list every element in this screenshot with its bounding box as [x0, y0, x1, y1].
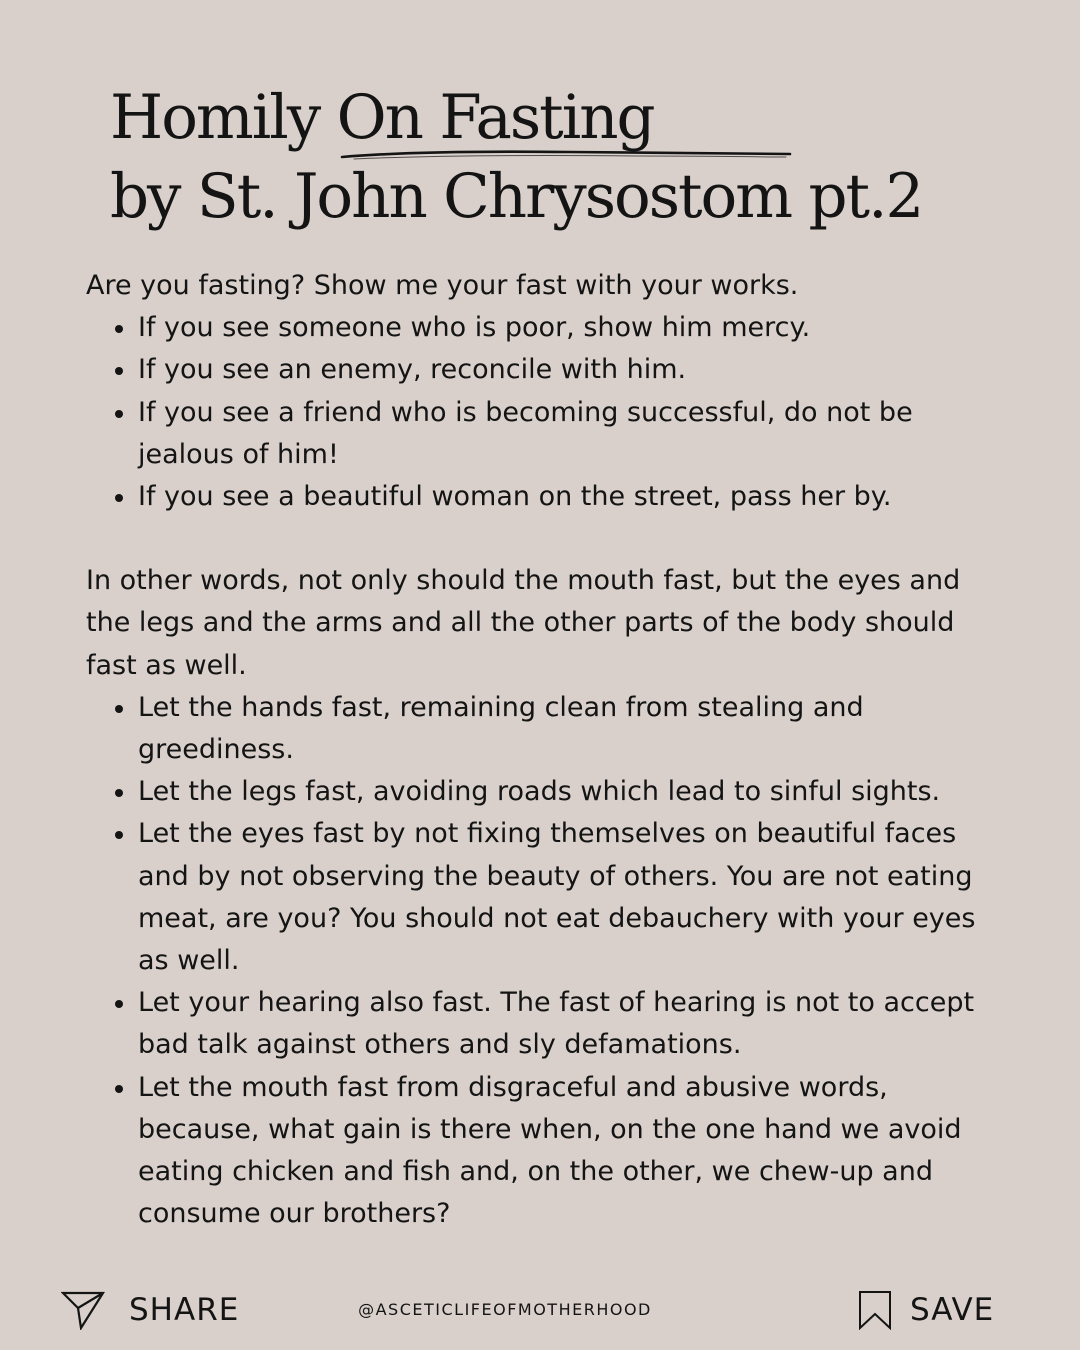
title-line-1: Homily On Fasting — [110, 82, 654, 153]
list-item: Let the hands fast, remaining clean from stealing and greediness. — [86, 687, 1001, 771]
list-item: If you see an enemy, reconcile with him. — [86, 349, 1001, 391]
bookmark-icon — [858, 1290, 892, 1330]
brush-underline — [340, 148, 792, 162]
account-handle: @ASCETICLIFEOFMOTHERHOOD — [358, 1300, 652, 1319]
list-item: Let the eyes fast by not fixing themselves on beautiful faces and by not observing the beauty of others. You are not eating meat, are you? You should not eat debauchery with your eyes as well. — [86, 813, 1001, 982]
title-line-2: by St. John Chrysostom pt.2 — [110, 161, 923, 232]
works-list — [86, 307, 1001, 518]
list-item: If you see someone who is poor, show him mercy. — [86, 307, 1001, 349]
body-paragraph: In other words, not only should the mouth fast, but the eyes and the legs and the arms and all the other parts of the body should fast as well. — [86, 565, 961, 681]
homily-text — [86, 265, 1001, 1235]
list-item: If you see a beautiful woman on the street, pass her by. — [86, 476, 1001, 518]
save-button[interactable] — [858, 1290, 994, 1330]
list-item: Let the mouth fast from disgraceful and abusive words, because, what gain is there when, on the one hand we avoid eating chicken and fish and, on the other, we chew-up and consume our brothers? — [86, 1067, 1001, 1236]
body-fasting-list — [86, 687, 1001, 1236]
paragraph-spacer — [86, 518, 1001, 560]
save-label: SAVE — [910, 1292, 995, 1328]
intro-paragraph: Are you fasting? Show me your fast with your works. — [86, 270, 799, 301]
list-item: If you see a friend who is becoming successful, do not be jealous of him! — [86, 392, 1001, 476]
list-item: Let your hearing also fast. The fast of hearing is not to accept bad talk against others and sly defamations. — [86, 982, 1001, 1066]
share-label: SHARE — [129, 1292, 240, 1328]
list-item: Let the legs fast, avoiding roads which lead to sinful sights. — [86, 771, 1001, 813]
